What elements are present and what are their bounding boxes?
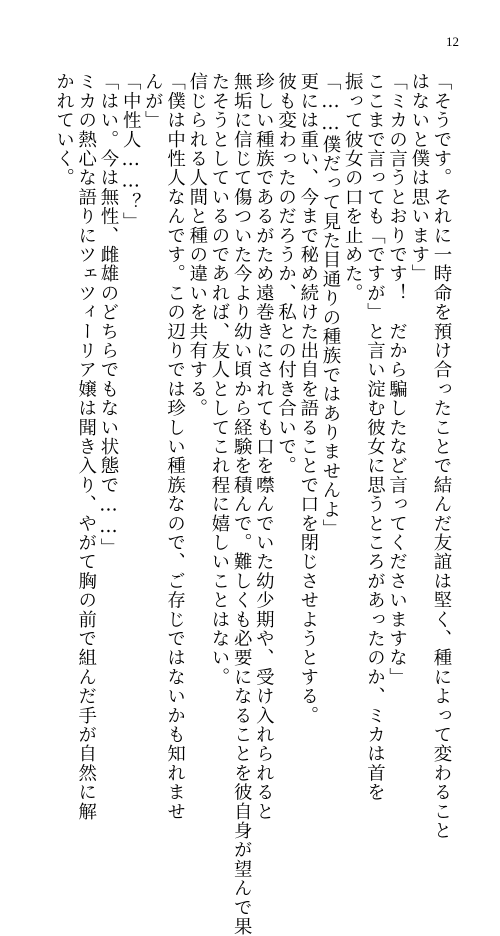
page-number: 12 <box>446 34 459 49</box>
text-line-9: 珍しい種族であるがため遠巻きにされても口を噤んでいた幼少期や、受け入れられると <box>253 72 275 821</box>
text-line-7: 更には重い、今まで秘め続けた出自を語ることで口を閉じさせようとする。 <box>297 72 319 725</box>
text-line-3: 「ミカの言うとおりです！ だから騙したなど言ってくださいますな」 <box>386 72 408 687</box>
text-line-1: 「そうです。それに一時命を預け合ったことで結んだ友誼は堅く、種によって変わること <box>431 72 452 840</box>
text-line-5: 振って彼女の口を止めた。 <box>342 72 364 303</box>
text-line-17: ミカの熱心な語りにツェツィーリア嬢は聞き入り、やがて胸の前で組んだ手が自然に解 <box>75 72 97 821</box>
text-line-12: 信じられる人間と種の違いを共有する。 <box>186 72 208 418</box>
text-line-10: 無垢に信じて傷ついた今より幼い頃から経験を積んで。難しくも必要になることを彼自身が望んで果 <box>231 72 253 936</box>
text-line-2: はないと僕は思います」 <box>408 72 430 284</box>
text-line-15: 「中性人……？」 <box>120 72 142 231</box>
text-line-8: 彼も変わったのだろうか、私との付き合いで。 <box>275 72 297 476</box>
text-line-18: かれていく。 <box>53 72 75 188</box>
novel-text <box>53 72 452 936</box>
text-line-14: んが」 <box>142 72 164 130</box>
text-line-16: 「はい。今は無性、雌雄のどちらでもない状態で……」 <box>97 72 119 558</box>
text-line-4: ここまで言っても「ですが」と言い淀む彼女に思うところがあったのか、ミカは首を <box>364 72 386 802</box>
text-line-6: 「……僕だって見た目通りの種族ではありませんよ」 <box>319 72 341 538</box>
text-line-13: 「僕は中性人なんです。この辺りでは珍しい種族なので、ご存じではないかも知れませ <box>164 72 186 821</box>
text-line-11: たそうとしているのであれば、友人としてこれ程に嬉しいことはない。 <box>208 72 230 687</box>
